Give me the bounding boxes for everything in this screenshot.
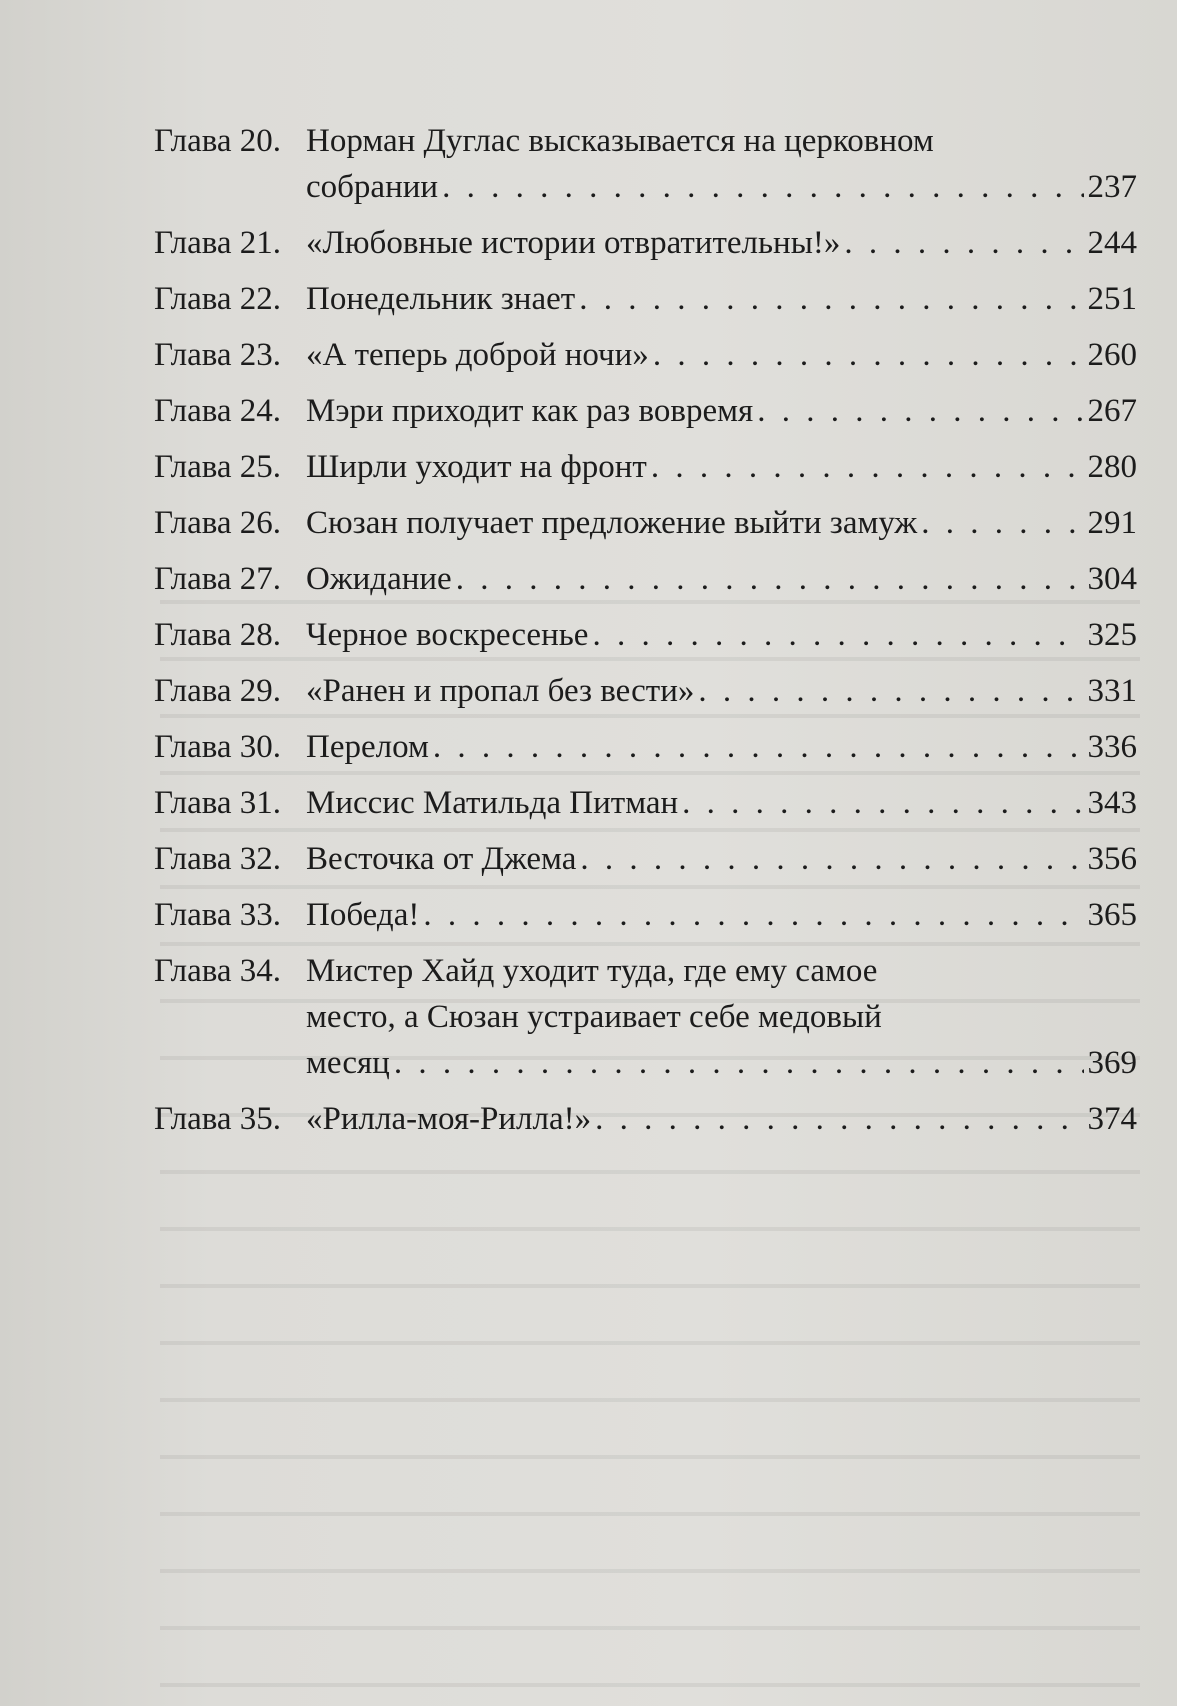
chapter-title: «Ранен и пропал без вести» (306, 673, 695, 709)
chapter-last-line (306, 668, 1137, 714)
page-number: 244 (1087, 225, 1137, 261)
chapter-label: Глава 24. (154, 393, 282, 429)
toc-entry (154, 1096, 1137, 1142)
chapter-body (306, 118, 1137, 210)
chapter-body (306, 612, 1137, 658)
chapter-title: Ширли уходит на фронт (306, 449, 647, 485)
chapter-label: Глава 32. (154, 841, 282, 877)
dot-leader (423, 892, 1083, 938)
toc-entry (154, 444, 1137, 490)
chapter-last-line (306, 220, 1137, 266)
toc-entry (154, 612, 1137, 658)
page-number: 237 (1087, 169, 1137, 205)
chapter-body (306, 948, 1137, 1086)
page-number: 260 (1087, 337, 1137, 373)
page-number: 325 (1087, 617, 1137, 653)
chapter-title: Черное воскресенье (306, 617, 589, 653)
chapter-title-line: Мистер Хайд уходит туда, где ему самое (306, 953, 878, 989)
chapter-label: Глава 31. (154, 785, 282, 821)
chapter-body (306, 1096, 1137, 1142)
dot-leader (757, 388, 1083, 434)
chapter-last-line (306, 612, 1137, 658)
chapter-title: Ожидание (306, 561, 452, 597)
dot-leader (595, 1096, 1083, 1142)
dot-leader (456, 556, 1084, 602)
chapter-label: Глава 22. (154, 281, 282, 317)
toc-entry (154, 276, 1137, 322)
dot-leader (682, 780, 1083, 826)
chapter-last-line (306, 836, 1137, 882)
chapter-last-line (306, 500, 1137, 546)
chapter-last-line (306, 164, 1137, 210)
dot-leader (698, 668, 1083, 714)
chapter-last-line (306, 892, 1137, 938)
chapter-body (306, 500, 1137, 546)
chapter-title: Весточка от Джема (306, 841, 577, 877)
dot-leader (394, 1040, 1084, 1086)
chapter-label: Глава 23. (154, 337, 282, 373)
chapter-body (306, 780, 1137, 826)
chapter-title: Победа! (306, 897, 420, 933)
toc-entry (154, 388, 1137, 434)
chapter-label: Глава 25. (154, 449, 282, 485)
toc-entry (154, 948, 1137, 1086)
chapter-body (306, 836, 1137, 882)
chapter-body (306, 724, 1137, 770)
chapter-title: Понедельник знает (306, 281, 576, 317)
dot-leader (580, 836, 1083, 882)
chapter-title: «Рилла-моя-Рилла!» (306, 1101, 592, 1137)
dot-leader (592, 612, 1083, 658)
page-number: 291 (1087, 505, 1137, 541)
chapter-body (306, 668, 1137, 714)
table-of-contents (154, 118, 1137, 1142)
chapter-title: Перелом (306, 729, 429, 765)
chapter-body (306, 388, 1137, 434)
chapter-body (306, 556, 1137, 602)
chapter-title: Миссис Матильда Питман (306, 785, 679, 821)
toc-entry (154, 836, 1137, 882)
chapter-label: Глава 33. (154, 897, 282, 933)
page-number: 304 (1087, 561, 1137, 597)
dot-leader (653, 332, 1084, 378)
dot-leader (844, 220, 1083, 266)
toc-entry (154, 556, 1137, 602)
chapter-last-line (306, 332, 1137, 378)
chapter-last-line (306, 724, 1137, 770)
toc-entry (154, 724, 1137, 770)
chapter-label: Глава 34. (154, 953, 282, 989)
dot-leader (433, 724, 1084, 770)
page-number: 343 (1087, 785, 1137, 821)
chapter-label: Глава 29. (154, 673, 282, 709)
toc-entry (154, 668, 1137, 714)
chapter-title: собрании (306, 169, 439, 205)
chapter-label: Глава 27. (154, 561, 282, 597)
chapter-title: Сюзан получает предложение выйти замуж (306, 505, 918, 541)
toc-entry (154, 118, 1137, 210)
page-number: 369 (1087, 1045, 1137, 1081)
chapter-last-line (306, 556, 1137, 602)
chapter-body (306, 892, 1137, 938)
chapter-label: Глава 30. (154, 729, 282, 765)
chapter-title: «А теперь доброй ночи» (306, 337, 649, 373)
toc-entry (154, 332, 1137, 378)
toc-entry (154, 780, 1137, 826)
page-number: 374 (1087, 1101, 1137, 1137)
chapter-last-line (306, 276, 1137, 322)
chapter-title-line: Норман Дуглас высказывается на церковном (306, 123, 934, 159)
toc-entry (154, 220, 1137, 266)
dot-leader (579, 276, 1083, 322)
page-number: 251 (1087, 281, 1137, 317)
page-number: 365 (1087, 897, 1137, 933)
page-number: 356 (1087, 841, 1137, 877)
chapter-label: Глава 35. (154, 1101, 282, 1137)
chapter-label: Глава 20. (154, 123, 282, 159)
chapter-label: Глава 28. (154, 617, 282, 653)
page-number: 280 (1087, 449, 1137, 485)
chapter-last-line (306, 388, 1137, 434)
dot-leader (651, 444, 1084, 490)
toc-entry (154, 892, 1137, 938)
chapter-title-line: место, а Сюзан устраивает себе медовый (306, 999, 882, 1035)
chapter-last-line (306, 780, 1137, 826)
chapter-last-line (306, 1096, 1137, 1142)
toc-entry (154, 500, 1137, 546)
page-number: 267 (1087, 393, 1137, 429)
chapter-last-line (306, 1040, 1137, 1086)
dot-leader (921, 500, 1083, 546)
chapter-body (306, 332, 1137, 378)
chapter-body (306, 444, 1137, 490)
chapter-title: Мэри приходит как раз вовремя (306, 393, 754, 429)
chapter-last-line (306, 444, 1137, 490)
chapter-label: Глава 26. (154, 505, 282, 541)
chapter-title: месяц (306, 1045, 390, 1081)
page-number: 331 (1087, 673, 1137, 709)
dot-leader (442, 164, 1083, 210)
chapter-title: «Любовные истории отвратительны!» (306, 225, 841, 261)
chapter-body (306, 276, 1137, 322)
chapter-body (306, 220, 1137, 266)
chapter-label: Глава 21. (154, 225, 282, 261)
page-number: 336 (1087, 729, 1137, 765)
